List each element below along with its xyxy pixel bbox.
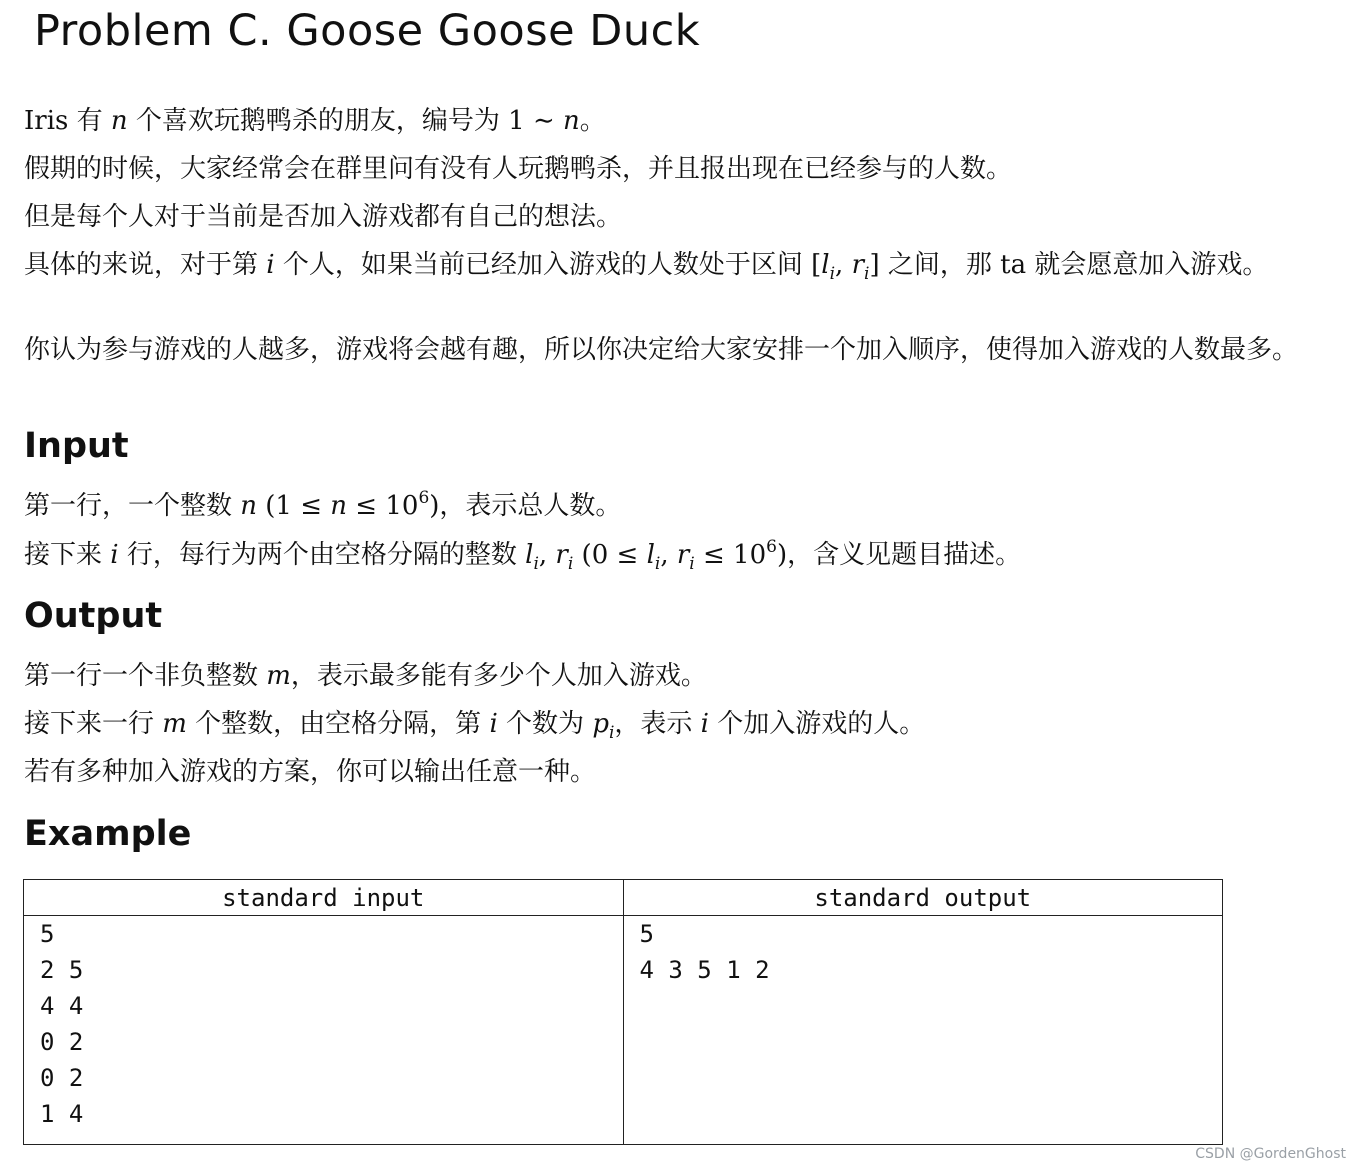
standard-output-header: standard output: [623, 880, 1223, 916]
standard-input-cell: [24, 916, 624, 1145]
output-line-1: 第一行一个非负整数 m，表示最多能有多少个人加入游戏。: [24, 661, 707, 691]
input-sample-line: 1 4: [40, 1100, 84, 1128]
statement-paragraph-5: 你认为参与游戏的人越多，游戏将会越有趣，所以你决定给大家安排一个加入顺序，使得加入游戏的人数最多。: [24, 335, 1299, 365]
output-sample-line: 5: [639, 920, 654, 948]
output-line-3: 若有多种加入游戏的方案，你可以输出任意一种。: [24, 757, 597, 787]
input-heading: Input: [24, 426, 129, 466]
input-sample-line: 5: [40, 920, 55, 948]
output-heading: Output: [24, 596, 163, 636]
statement-paragraph-4: 具体的来说，对于第 i 个人，如果当前已经加入游戏的人数处于区间 [$l_i$, $r_i$] 之间，那 ta 就会愿意加入游戏。: [24, 250, 1269, 284]
output-sample-line: 4 3 5 1 2: [639, 956, 770, 984]
input-sample-line: 0 2: [40, 1064, 84, 1092]
output-line-2: 接下来一行 m 个整数，由空格分隔，第 i 个数为 $p_i$，表示 i 个加入游戏的人。: [24, 709, 926, 743]
statement-paragraph-3: 但是每个人对于当前是否加入游戏都有自己的想法。: [24, 202, 623, 232]
input-line-1: 第一行，一个整数 n $(1 \le n \le 10^6)$，表示总人数。: [24, 488, 622, 521]
watermark: CSDN @GordenGhost: [1195, 1146, 1346, 1162]
problem-title: Problem C. Goose Goose Duck: [34, 6, 701, 56]
statement-paragraph-1: Iris 有 n 个喜欢玩鹅鸭杀的朋友，编号为 1 ∼ n。: [24, 106, 606, 136]
statement-paragraph-2: 假期的时候，大家经常会在群里问有没有人玩鹅鸭杀，并且报出现在已经参与的人数。: [24, 154, 1013, 184]
standard-output-cell: [623, 916, 1223, 1145]
standard-input-header: standard input: [24, 880, 624, 916]
input-line-2: 接下来 i 行，每行为两个由空格分隔的整数 $l_i$, $r_i$ ($0 \le l_i$, $r_i \le 10^6$)，含义见题目描述。: [24, 537, 1022, 574]
input-sample-line: 0 2: [40, 1028, 84, 1056]
example-table: [23, 879, 1223, 1145]
input-sample-line: 2 5: [40, 956, 84, 984]
input-sample-line: 4 4: [40, 992, 84, 1020]
example-heading: Example: [24, 814, 192, 854]
